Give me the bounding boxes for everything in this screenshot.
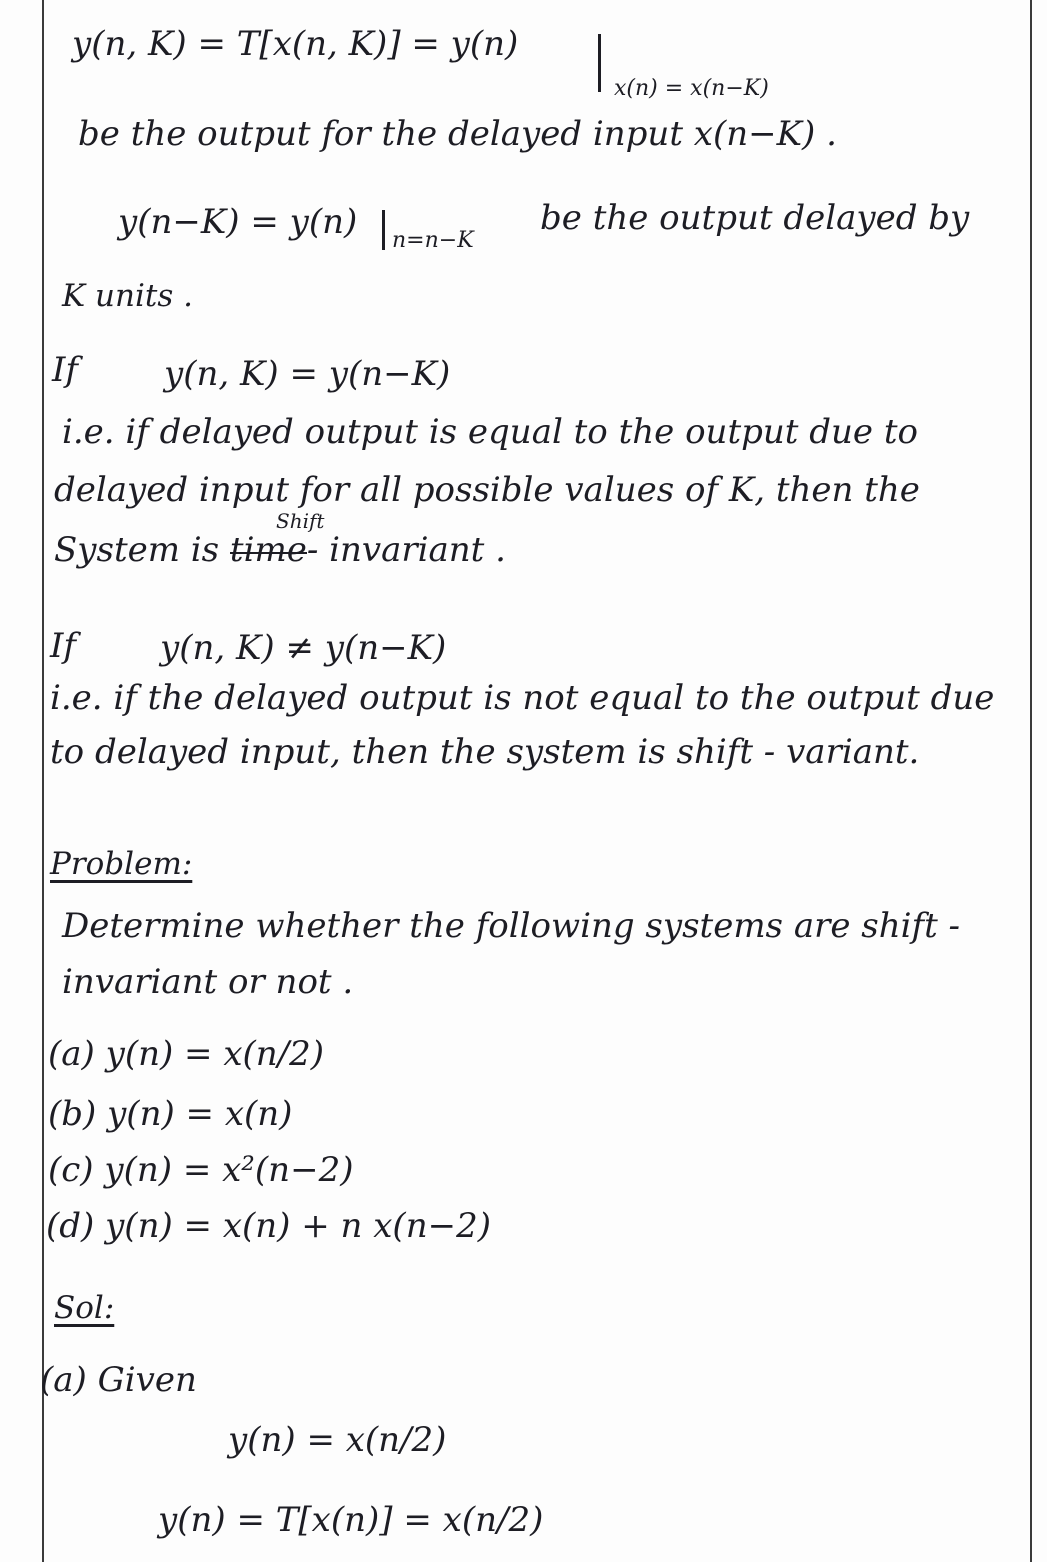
solution-heading: Sol: <box>54 1290 115 1326</box>
problem-part-d: (d) y(n) = x(n) + n x(n−2) <box>46 1206 491 1246</box>
equation-substitution: x(n) = x(n−K) <box>614 76 769 101</box>
problem-part-c: (c) y(n) = x²(n−2) <box>48 1150 354 1190</box>
problem-part-b: (b) y(n) = x(n) <box>48 1094 293 1134</box>
inserted-word-shift: Shift <box>276 509 325 533</box>
conclusion-suffix: - invariant . <box>306 530 506 570</box>
if-label-invariant: If <box>52 350 79 390</box>
text-line-k-units: K units . <box>62 278 193 314</box>
right-margin-line <box>1030 0 1032 1562</box>
equation-substitution: n=n−K <box>392 228 474 253</box>
if-label-variant: If <box>50 626 77 666</box>
left-margin-line <box>42 0 44 1562</box>
equation-delayed-output: y(n−K) = y(n) <box>118 202 358 242</box>
conclusion-prefix: System is <box>54 530 220 570</box>
solution-equation-1: y(n) = x(n/2) <box>228 1420 447 1460</box>
problem-heading: Problem: <box>50 846 193 882</box>
evaluation-bar <box>598 34 601 92</box>
problem-statement-1: Determine whether the following systems are shift - <box>62 906 961 946</box>
text-line-delayed-by: be the output delayed by <box>540 198 970 238</box>
text-line-output-definition: be the output for the delayed input x(n−K) . <box>78 114 837 154</box>
text-line-invariant-conclusion <box>54 530 506 570</box>
equation-variant-condition: y(n, K) ≠ y(n−K) <box>160 628 447 668</box>
text-line-invariant-explanation-1: i.e. if delayed output is equal to the output due to <box>62 412 918 452</box>
text-line-variant-explanation-1: i.e. if the delayed output is not equal to the output due <box>50 678 995 718</box>
equation-output-delayed-input: y(n, K) = T[x(n, K)] = y(n) <box>72 24 519 64</box>
solution-equation-2: y(n) = T[x(n)] = x(n/2) <box>158 1500 544 1540</box>
solution-given: (a) Given <box>40 1360 197 1400</box>
equation-invariant-condition: y(n, K) = y(n−K) <box>164 354 451 394</box>
text-line-variant-explanation-2: to delayed input, then the system is shift - variant. <box>50 732 920 772</box>
evaluation-bar <box>382 210 385 250</box>
problem-statement-2: invariant or not . <box>62 962 354 1002</box>
struck-word-time: time <box>229 530 307 570</box>
problem-part-a: (a) y(n) = x(n/2) <box>48 1034 325 1074</box>
text-line-invariant-explanation-2: delayed input for all possible values of K, then the <box>54 470 920 510</box>
